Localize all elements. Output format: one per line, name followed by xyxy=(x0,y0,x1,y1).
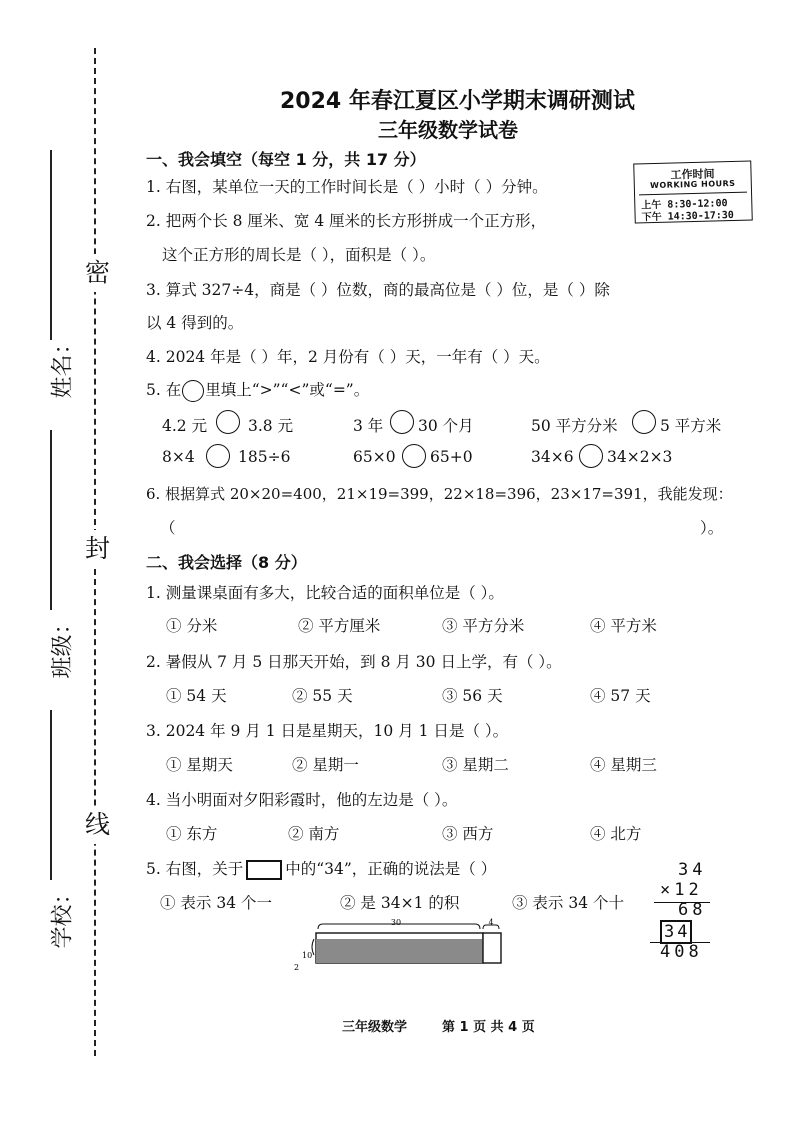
s2-q3-opt4[interactable]: ④ 星期三 xyxy=(590,756,657,774)
cmp-r1c3-right: 5 平方米 xyxy=(660,417,722,435)
area-model-diagram xyxy=(290,916,510,974)
s1-q5-prompt xyxy=(146,378,369,402)
s2-q4-opt3[interactable]: ③ 西方 xyxy=(442,825,494,843)
calc-line-product: 408 xyxy=(660,942,703,962)
s1-q5-prompt-a: 5. 在 xyxy=(146,381,182,399)
s1-q1: 1. 右图，某单位一天的工作时间长是（ ）小时（ ）分钟。 xyxy=(146,178,548,196)
s2-q5 xyxy=(146,857,496,880)
name-label: 姓名： xyxy=(50,332,76,399)
s2-q5-text-a: 5. 右图，关于 xyxy=(146,860,244,878)
s2-q2-opt2[interactable]: ② 55 天 xyxy=(292,687,353,705)
school-label: 学校： xyxy=(50,882,76,949)
sign-title-en: WORKING HOURS xyxy=(649,178,736,191)
calc-line-multiplier: ×12 xyxy=(660,880,703,900)
s2-q5-opt1[interactable]: ① 表示 34 个一 xyxy=(160,894,273,912)
class-label: 班级： xyxy=(50,612,76,679)
compare-circle-r2c3[interactable] xyxy=(579,444,603,468)
s1-q2-line1: 2. 把两个长 8 厘米、宽 4 厘米的长方形拼成一个正方形， xyxy=(146,212,547,230)
cmp-r1c1-left: 4.2 元 xyxy=(162,417,208,435)
s2-q4: 4. 当小明面对夕阳彩霞时，他的左边是（ ）。 xyxy=(146,791,458,809)
cmp-r2c3-left: 34×6 xyxy=(531,448,574,466)
s1-q3-line1: 3. 算式 327÷4，商是（ ）位数，商的最高位是（ ）位，是（ ）除 xyxy=(146,281,610,299)
shaded-part xyxy=(316,939,483,963)
s1-q6-open: （ xyxy=(160,519,176,537)
seal-char-mi: 密 xyxy=(85,254,110,292)
compare-circle-r2c2[interactable] xyxy=(402,444,426,468)
cmp-r2c3-right: 34×2×3 xyxy=(607,448,673,466)
calc-line-multiplicand: 34 xyxy=(678,860,707,880)
sign-pm: 下午 14:30-17:30 xyxy=(641,209,735,224)
seal-char-feng: 封 xyxy=(85,530,110,568)
school-underline xyxy=(50,710,52,880)
s2-q5-text-b: 中的“34”，正确的说法是（ ） xyxy=(285,860,497,878)
name-underline xyxy=(50,150,52,340)
exam-subtitle: 三年级数学试卷 xyxy=(378,118,518,142)
s2-q1-opt4[interactable]: ④ 平方米 xyxy=(590,617,657,635)
s1-q2-line2: 这个正方形的周长是（ ），面积是（ ）。 xyxy=(162,246,436,264)
compare-circle-r1c1[interactable] xyxy=(216,410,240,434)
cmp-r2c2-left: 65×0 xyxy=(353,448,396,466)
s2-q5-opt2[interactable]: ② 是 34×1 的积 xyxy=(340,894,460,912)
work-hours-sign xyxy=(633,160,753,223)
footer-subject: 三年级数学 xyxy=(342,1020,408,1035)
brace-10 xyxy=(312,939,314,955)
sign-am: 上午 8:30-12:00 xyxy=(641,198,728,212)
calc-line-partial2-boxed: 34 xyxy=(660,920,692,944)
compare-circle-r1c3[interactable] xyxy=(632,410,656,434)
label-10: 10 xyxy=(302,951,313,960)
cmp-r1c3-left: 50 平方分米 xyxy=(531,417,618,435)
exam-title: 2024 年春江夏区小学期末调研测试 xyxy=(280,89,635,114)
section1-heading: 一、我会填空（每空 1 分，共 17 分） xyxy=(146,150,426,169)
cmp-r1c2-left: 3 年 xyxy=(353,417,384,435)
label-30: 30 xyxy=(390,918,402,927)
class-underline xyxy=(50,430,52,610)
s2-q4-opt1[interactable]: ① 东方 xyxy=(166,825,218,843)
footer-page-number: 第 1 页 共 4 页 xyxy=(442,1020,535,1035)
s2-q1-opt2[interactable]: ② 平方厘米 xyxy=(298,617,381,635)
area-rect-small xyxy=(483,933,501,963)
cmp-r1c1-right: 3.8 元 xyxy=(248,417,294,435)
cmp-r2c1-right: 185÷6 xyxy=(238,448,291,466)
s2-q2: 2. 暑假从 7 月 5 日那天开始，到 8 月 30 日上学，有（ ）。 xyxy=(146,653,562,671)
s2-q4-opt4[interactable]: ④ 北方 xyxy=(590,825,642,843)
s2-q3: 3. 2024 年 9 月 1 日是星期天，10 月 1 日是（ ）。 xyxy=(146,722,509,740)
s2-q5-opt3[interactable]: ③ 表示 34 个十 xyxy=(512,894,625,912)
s2-q3-opt1[interactable]: ① 星期天 xyxy=(166,756,233,774)
s2-q2-opt4[interactable]: ④ 57 天 xyxy=(590,687,651,705)
s1-q3-line2: 以 4 得到的。 xyxy=(146,314,244,332)
s1-q6-line1: 6. 根据算式 20×20=400，21×19=399，22×18=396，23×17=391，我能发现： xyxy=(146,485,733,503)
s2-q1: 1. 测量课桌面有多大，比较合适的面积单位是（ ）。 xyxy=(146,584,504,602)
s2-q3-opt3[interactable]: ③ 星期二 xyxy=(442,756,509,774)
label-4: 4 xyxy=(488,918,494,927)
s2-q1-opt3[interactable]: ③ 平方分米 xyxy=(442,617,525,635)
s1-q4: 4. 2024 年是（ ）年，2 月份有（ ）天，一年有（ ）天。 xyxy=(146,348,550,366)
section2-heading: 二、我会选择（8 分） xyxy=(146,553,307,572)
compare-circle-example xyxy=(182,380,204,402)
s1-q5-prompt-b: 里填上“>”“<”或“=”。 xyxy=(205,381,370,399)
s2-q1-opt1[interactable]: ① 分米 xyxy=(166,617,218,635)
cmp-r2c2-right: 65+0 xyxy=(430,448,473,466)
s1-q6-close: ）。 xyxy=(700,519,724,537)
compare-circle-r1c2[interactable] xyxy=(390,410,414,434)
label-2: 2 xyxy=(294,963,300,972)
compare-circle-r2c1[interactable] xyxy=(206,444,230,468)
s2-q3-opt2[interactable]: ② 星期一 xyxy=(292,756,359,774)
calc-line-partial1: 68 xyxy=(678,900,707,920)
cmp-r1c2-right: 30 个月 xyxy=(418,417,474,435)
highlight-box-icon xyxy=(246,860,282,880)
s2-q2-opt1[interactable]: ① 54 天 xyxy=(166,687,227,705)
sign-title-cn: 工作时间 xyxy=(670,167,715,182)
cmp-r2c1-left: 8×4 xyxy=(162,448,195,466)
seal-char-xian: 线 xyxy=(85,806,110,844)
s2-q2-opt3[interactable]: ③ 56 天 xyxy=(442,687,503,705)
s2-q4-opt2[interactable]: ② 南方 xyxy=(288,825,340,843)
